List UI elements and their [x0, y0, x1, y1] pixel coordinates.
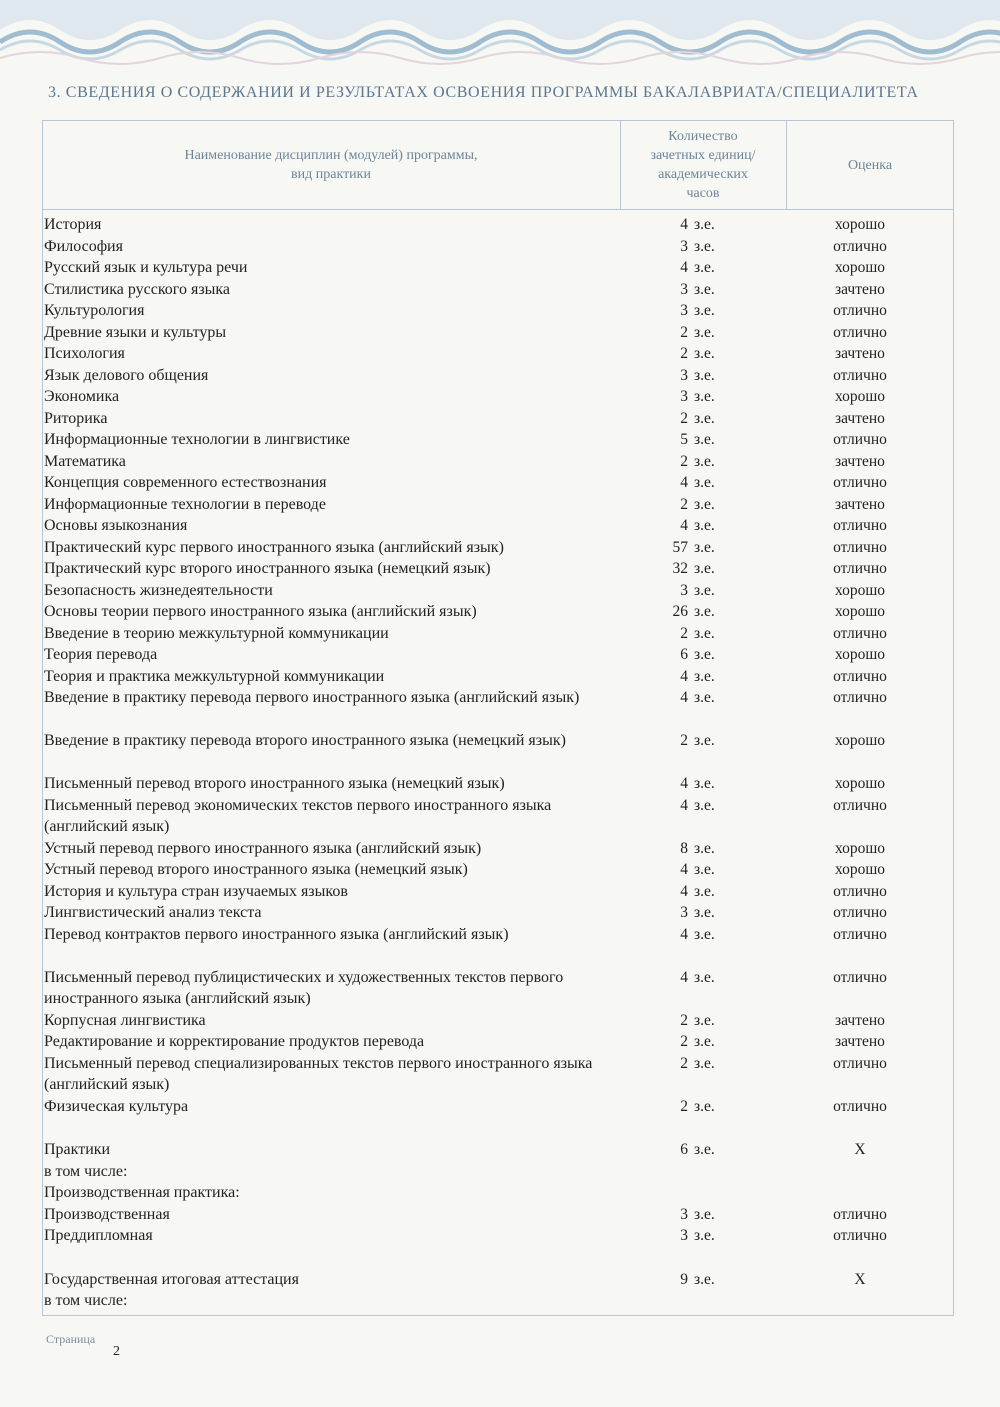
grade-value: отлично	[833, 517, 887, 534]
table-row	[0, 666, 1000, 688]
discipline-name: Информационные технологии в лингвистике	[44, 431, 350, 448]
credit-number: 57	[672, 538, 688, 556]
credit-number: 4	[680, 667, 688, 685]
credit-value	[650, 300, 750, 322]
credit-number: 2	[680, 452, 688, 470]
credit-number: 3	[680, 302, 688, 319]
grade-value: X	[854, 1141, 866, 1158]
credit-value	[650, 386, 750, 408]
grade-value: отлично	[833, 538, 887, 556]
grade-value: отлично	[833, 925, 887, 943]
credit-value	[650, 1096, 750, 1118]
table-row	[0, 967, 1000, 1010]
discipline-name: Язык делового общения	[44, 366, 209, 384]
credit-value	[650, 1225, 750, 1247]
credit-value	[650, 322, 750, 344]
discipline-name: Устный перевод второго иностранного языка (немецкий язык)	[44, 861, 468, 878]
credit-number: 2	[680, 1097, 688, 1115]
grade-value: отлично	[833, 689, 887, 706]
credit-number: 2	[680, 1033, 688, 1050]
header-grade: Оценка	[847, 157, 893, 173]
credit-value	[650, 558, 750, 580]
credit-value	[650, 343, 750, 365]
discipline-name: Перевод контрактов первого иностранного языка (английский язык)	[44, 925, 509, 943]
discipline-name: Основы языкознания	[44, 517, 188, 534]
grade-value: отлично	[833, 796, 887, 814]
discipline-name: Культурология	[44, 302, 145, 319]
credit-number: 4	[680, 861, 688, 878]
credit-value	[650, 644, 750, 666]
credit-unit: з.е.	[694, 775, 715, 792]
table-row	[0, 1269, 1000, 1291]
credit-number: 32	[672, 560, 688, 577]
header-credits-column	[620, 120, 786, 210]
credit-number: 4	[680, 517, 688, 534]
credit-value	[650, 429, 750, 451]
credit-unit: з.е.	[694, 1205, 715, 1223]
grade-value: хорошо	[834, 732, 886, 749]
discipline-name: Корпусная лингвистика	[44, 1011, 206, 1029]
credit-value	[650, 859, 750, 881]
credit-value	[650, 838, 750, 860]
credit-unit: з.е.	[694, 302, 715, 319]
grade-value: отлично	[833, 474, 887, 491]
credit-unit: з.е.	[694, 646, 715, 663]
grade-value: зачтено	[835, 345, 885, 362]
discipline-name: Русский язык и культура речи	[44, 259, 248, 276]
grade-value: отлично	[833, 624, 887, 642]
credit-unit: з.е.	[694, 474, 715, 491]
grade-value: хорошо	[834, 581, 886, 599]
discipline-name: История	[44, 216, 102, 233]
table-row	[0, 1053, 1000, 1096]
grade-value: хорошо	[834, 861, 886, 878]
discipline-name: Стилистика русского языка	[44, 280, 231, 298]
table-row	[0, 451, 1000, 473]
credit-number: 3	[680, 366, 688, 384]
grade-value: хорошо	[834, 775, 886, 792]
discipline-name: Экономика	[44, 388, 120, 405]
discipline-name: Устный перевод первого иностранного языка (английский язык)	[44, 839, 482, 857]
table-row	[0, 343, 1000, 365]
credit-unit: з.е.	[694, 1011, 715, 1029]
credit-value	[650, 1161, 750, 1183]
credit-number: 3	[680, 904, 688, 921]
table-row	[0, 558, 1000, 580]
credit-value	[650, 1139, 750, 1161]
grade-value: зачтено	[835, 1011, 885, 1029]
credit-number: 4	[680, 216, 688, 233]
discipline-name: Психология	[44, 345, 125, 362]
table-row	[0, 1182, 1000, 1204]
credit-unit: з.е.	[694, 259, 715, 276]
grade-value: хорошо	[834, 603, 886, 620]
discipline-name: Практический курс первого иностранного языка (английский язык)	[44, 538, 504, 556]
credit-number: 4	[680, 689, 688, 706]
table-row	[0, 687, 1000, 730]
discipline-name: Концепция современного естествознания	[44, 474, 327, 491]
credit-unit: з.е.	[694, 237, 715, 255]
credit-unit: з.е.	[694, 689, 715, 706]
table-row	[0, 214, 1000, 236]
credit-value	[650, 902, 750, 924]
discipline-name: Введение в практику перевода второго иностранного языка (немецкий язык)	[44, 732, 566, 749]
credit-unit: з.е.	[694, 388, 715, 405]
table-row	[0, 644, 1000, 666]
header-name-line: вид практики	[291, 167, 371, 182]
credit-unit: з.е.	[694, 861, 715, 878]
table-row	[0, 1031, 1000, 1053]
credit-value	[650, 236, 750, 258]
table-row	[0, 1290, 1000, 1312]
discipline-name: Письменный перевод специализированных текстов первого иностранного языка (английский язык)	[44, 1054, 593, 1093]
table-row	[0, 1096, 1000, 1118]
discipline-name: Преддипломная	[44, 1227, 153, 1244]
table-row	[0, 300, 1000, 322]
grade-value: отлично	[833, 1227, 887, 1244]
discipline-name: Теория перевода	[44, 646, 158, 663]
footer-page-label: Страница	[46, 1332, 96, 1346]
grade-value: отлично	[833, 302, 887, 319]
credit-value	[650, 365, 750, 387]
grade-value: зачтено	[835, 495, 885, 513]
table-row	[0, 859, 1000, 881]
header-name-line: Наименование дисциплин (модулей) программы,	[184, 148, 478, 163]
table-row	[0, 838, 1000, 860]
credit-number: 3	[680, 1227, 688, 1244]
table-row	[0, 515, 1000, 537]
credit-value	[650, 1269, 750, 1291]
credit-number: 4	[680, 968, 688, 986]
table-row	[0, 623, 1000, 645]
credit-unit: з.е.	[694, 1141, 715, 1158]
table-row	[0, 386, 1000, 408]
credit-unit: з.е.	[694, 323, 715, 341]
table-row	[0, 408, 1000, 430]
discipline-name: Введение в практику перевода первого иностранного языка (английский язык)	[44, 689, 580, 706]
credit-number: 4	[680, 796, 688, 814]
discipline-name: Редактирование и корректирование продуктов перевода	[44, 1033, 425, 1050]
table-row	[0, 472, 1000, 494]
table-row	[0, 1161, 1000, 1183]
discipline-name: Практический курс второго иностранного языка (немецкий язык)	[44, 560, 491, 577]
discipline-name: Введение в теорию межкультурной коммуникации	[44, 624, 389, 642]
credit-unit: з.е.	[694, 1227, 715, 1244]
credit-number: 3	[680, 280, 688, 298]
grade-value: хорошо	[834, 259, 886, 276]
credit-unit: з.е.	[694, 1054, 715, 1072]
grade-value: отлично	[833, 1205, 887, 1223]
credit-value	[650, 494, 750, 516]
credit-unit: з.е.	[694, 366, 715, 384]
table-row	[0, 429, 1000, 451]
header-credits-line: часов	[686, 186, 720, 201]
credit-value	[650, 1290, 750, 1312]
credit-number: 5	[680, 431, 688, 448]
grade-value: отлично	[833, 1054, 887, 1072]
table-body	[0, 214, 1000, 1312]
header-credits-line: Количество	[668, 129, 738, 144]
table-row	[0, 1139, 1000, 1161]
credit-unit: з.е.	[694, 1033, 715, 1050]
header-credits-line: зачетных единиц/	[650, 148, 756, 163]
credit-unit: з.е.	[694, 495, 715, 513]
header-credits-line: академических	[658, 167, 748, 182]
discipline-name: в том числе:	[44, 1162, 128, 1180]
credit-unit: з.е.	[694, 538, 715, 556]
table-row	[0, 580, 1000, 602]
credit-number: 2	[680, 732, 688, 749]
credit-value	[650, 214, 750, 236]
table-row	[0, 537, 1000, 559]
table-row	[0, 601, 1000, 623]
discipline-name: Древние языки и культуры	[44, 323, 227, 341]
discipline-name: Риторика	[44, 409, 108, 427]
credit-number: 3	[680, 237, 688, 255]
grade-value: отлично	[833, 323, 887, 341]
credit-number: 4	[680, 474, 688, 491]
grade-value: отлично	[833, 1097, 887, 1115]
table-row	[0, 881, 1000, 903]
credit-number: 2	[680, 1054, 688, 1072]
credit-value	[650, 472, 750, 494]
credit-unit: з.е.	[694, 517, 715, 534]
credit-unit: з.е.	[694, 560, 715, 577]
credit-value	[650, 537, 750, 559]
credit-number: 26	[672, 603, 688, 620]
discipline-name: Математика	[44, 452, 126, 470]
grade-value: хорошо	[834, 216, 886, 233]
credit-number: 4	[680, 775, 688, 792]
credit-value	[650, 257, 750, 279]
discipline-name: Письменный перевод публицистических и художественных текстов первого иностранного языка (английский язык)	[44, 968, 564, 1007]
credit-value	[650, 881, 750, 903]
table-row	[0, 1204, 1000, 1226]
discipline-name: Производственная	[44, 1205, 170, 1223]
credit-value	[650, 601, 750, 623]
credit-value	[650, 1010, 750, 1032]
header-grade-column	[786, 120, 954, 210]
discipline-name: Основы теории первого иностранного языка (английский язык)	[44, 603, 477, 620]
credit-value	[650, 666, 750, 688]
grade-value: зачтено	[835, 452, 885, 470]
credit-number: 4	[680, 259, 688, 276]
table-row	[0, 279, 1000, 301]
decorative-wave-border	[0, 0, 1000, 80]
credit-number: 3	[680, 581, 688, 599]
grade-value: отлично	[833, 882, 887, 900]
discipline-name: Производственная практика:	[44, 1184, 240, 1201]
grade-value: отлично	[833, 431, 887, 448]
credit-number: 8	[680, 839, 688, 857]
credit-unit: з.е.	[694, 968, 715, 986]
credit-number: 4	[680, 882, 688, 900]
credit-value	[650, 1204, 750, 1226]
credit-value	[650, 967, 750, 989]
discipline-name: Философия	[44, 237, 123, 255]
table-row	[0, 795, 1000, 838]
discipline-name: Практики	[44, 1141, 111, 1158]
credit-unit: з.е.	[694, 732, 715, 749]
credit-unit: з.е.	[694, 1270, 715, 1288]
grade-value: отлично	[833, 904, 887, 921]
credit-number: 4	[680, 925, 688, 943]
credit-value	[650, 408, 750, 430]
credit-unit: з.е.	[694, 796, 715, 814]
credit-unit: з.е.	[694, 1097, 715, 1115]
credit-unit: з.е.	[694, 904, 715, 921]
credit-number: 3	[680, 388, 688, 405]
credit-number: 6	[680, 646, 688, 663]
credit-value	[650, 515, 750, 537]
grade-value: хорошо	[834, 388, 886, 405]
discipline-name: Письменный перевод второго иностранного языка (немецкий язык)	[44, 775, 505, 792]
credit-value	[650, 1031, 750, 1053]
credit-unit: з.е.	[694, 581, 715, 599]
credit-unit: з.е.	[694, 280, 715, 298]
header-name-column	[42, 120, 620, 210]
grade-value: отлично	[833, 237, 887, 255]
table-row	[0, 924, 1000, 967]
footer-page-number: 2	[113, 1344, 120, 1359]
credit-number: 6	[680, 1141, 688, 1158]
discipline-name: в том числе:	[44, 1292, 128, 1309]
credit-value	[650, 451, 750, 473]
credit-number: 2	[680, 409, 688, 427]
credit-value	[650, 730, 750, 752]
table-row	[0, 902, 1000, 924]
credit-value	[650, 795, 750, 817]
credit-unit: з.е.	[694, 882, 715, 900]
credit-value	[650, 279, 750, 301]
grade-value: X	[854, 1270, 866, 1288]
grade-value: зачтено	[835, 1033, 885, 1050]
credit-number: 2	[680, 323, 688, 341]
credit-unit: з.е.	[694, 216, 715, 233]
table-row	[0, 236, 1000, 258]
credit-unit: з.е.	[694, 345, 715, 362]
grade-value: отлично	[833, 366, 887, 384]
credit-value	[650, 687, 750, 709]
grade-value: хорошо	[834, 839, 886, 857]
credit-unit: з.е.	[694, 409, 715, 427]
credit-value	[650, 1053, 750, 1075]
table-row	[0, 257, 1000, 279]
grade-value: зачтено	[835, 409, 885, 427]
credit-value	[650, 580, 750, 602]
credit-value	[650, 1182, 750, 1204]
table-row	[0, 773, 1000, 795]
credit-number: 3	[680, 1205, 688, 1223]
discipline-name: История и культура стран изучаемых языков	[44, 882, 348, 900]
credit-unit: з.е.	[694, 925, 715, 943]
table-row	[0, 1010, 1000, 1032]
credit-number: 2	[680, 345, 688, 362]
table-row	[0, 1225, 1000, 1247]
table-row	[0, 322, 1000, 344]
credit-unit: з.е.	[694, 603, 715, 620]
table-row	[0, 494, 1000, 516]
table-row	[0, 365, 1000, 387]
discipline-name: Теория и практика межкультурной коммуникации	[44, 667, 385, 685]
credit-value	[650, 623, 750, 645]
credit-number: 2	[680, 624, 688, 642]
grade-value: отлично	[833, 667, 887, 685]
credit-unit: з.е.	[694, 452, 715, 470]
credit-value	[650, 924, 750, 946]
discipline-name: Информационные технологии в переводе	[44, 495, 326, 513]
credit-number: 2	[680, 1011, 688, 1029]
grade-value: хорошо	[834, 646, 886, 663]
credit-number: 9	[680, 1270, 688, 1288]
credit-unit: з.е.	[694, 839, 715, 857]
credit-unit: з.е.	[694, 624, 715, 642]
credit-unit: з.е.	[694, 431, 715, 448]
discipline-name: Лингвистический анализ текста	[44, 904, 262, 921]
credit-unit: з.е.	[694, 667, 715, 685]
grade-value: отлично	[833, 968, 887, 986]
section-title: 3. СВЕДЕНИЯ О СОДЕРЖАНИИ И РЕЗУЛЬТАТАХ ОСВОЕНИЯ ПРОГРАММЫ БАКАЛАВРИАТА/СПЕЦИАЛИТЕТА	[48, 84, 919, 101]
credit-number: 2	[680, 495, 688, 513]
credit-value	[650, 773, 750, 795]
grade-value: зачтено	[835, 280, 885, 298]
table-row	[0, 730, 1000, 773]
discipline-name: Безопасность жизнедеятельности	[44, 581, 273, 599]
discipline-name: Физическая культура	[44, 1097, 189, 1115]
discipline-name: Письменный перевод экономических текстов первого иностранного языка (английский язык)	[44, 796, 552, 835]
grade-value: отлично	[833, 560, 887, 577]
discipline-name: Государственная итоговая аттестация	[44, 1270, 299, 1288]
